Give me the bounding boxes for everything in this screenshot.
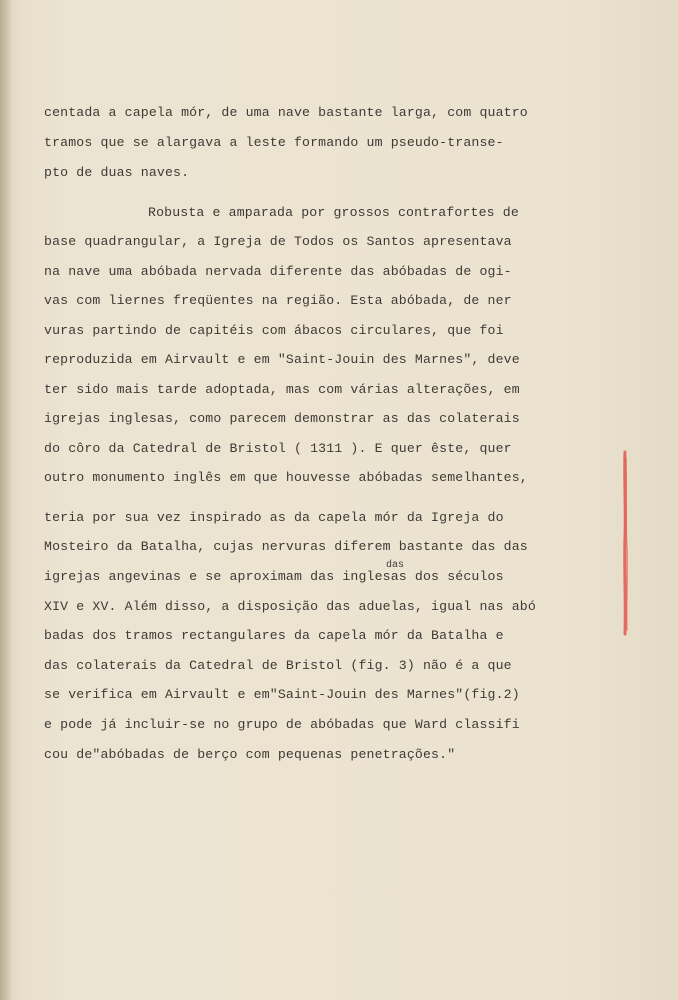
text-line: base quadrangular, a Igreja de Todos os Santos apresentava [44,234,512,249]
text-line: teria por sua vez inspirado as da capela mór da Igreja do [44,510,504,525]
margin-mark-stroke-2 [626,458,627,630]
interlinear-insertion [386,556,410,570]
text-line: XIV e XV. Além disso, a disposição das aduelas, igual nas abó [44,599,536,614]
text-line: vas com liernes freqüentes na região. Esta abóbada, de ner [44,293,512,308]
text-line: reproduzida em Airvault e em "Saint-Jouin des Marnes", deve [44,352,520,367]
text-line: Mosteiro da Batalha, cujas nervuras diferem bastante das das [44,539,528,554]
text-line: cou de"abóbadas de berço com pequenas penetrações." [44,747,456,762]
text-line: vuras partindo de capitéis com ábacos circulares, que foi [44,323,504,338]
text-line: tramos que se alargava a leste formando um pseudo-transe- [44,135,504,150]
text-line: na nave uma abóbada nervada diferente das abóbadas de ogi- [44,264,512,279]
text-line: badas dos tramos rectangulares da capela mór da Batalha e [44,628,504,643]
red-margin-mark [618,448,632,638]
text-line: se verifica em Airvault e em"Saint-Jouin des Marnes"(fig.2) [44,687,520,702]
text-line: e pode já incluir-se no grupo de abóbadas que Ward classifi [44,717,520,732]
text-line: do côro da Catedral de Bristol ( 1311 ). E quer êste, quer [44,441,512,456]
text-line: Robusta e amparada por grossos contrafortes de [148,205,519,220]
binding-shadow [0,0,12,1000]
text-line: centada a capela mór, de uma nave bastante larga, com quatro [44,105,528,120]
text-line: igrejas inglesas, como parecem demonstrar as das colaterais [44,411,520,426]
text-line: outro monumento inglês em que houvesse abóbadas semelhantes, [44,470,528,485]
interlinear-insertion-text: das [386,560,405,570]
text-line: igrejas angevinas e se aproximam das inglesas dos séculos [44,569,504,584]
text-line: ter sido mais tarde adoptada, mas com várias alterações, em [44,382,520,397]
text-line: das colaterais da Catedral de Bristol (fig. 3) não é a que [44,658,512,673]
text-line: pto de duas naves. [44,165,190,180]
margin-mark-stroke [625,452,626,634]
